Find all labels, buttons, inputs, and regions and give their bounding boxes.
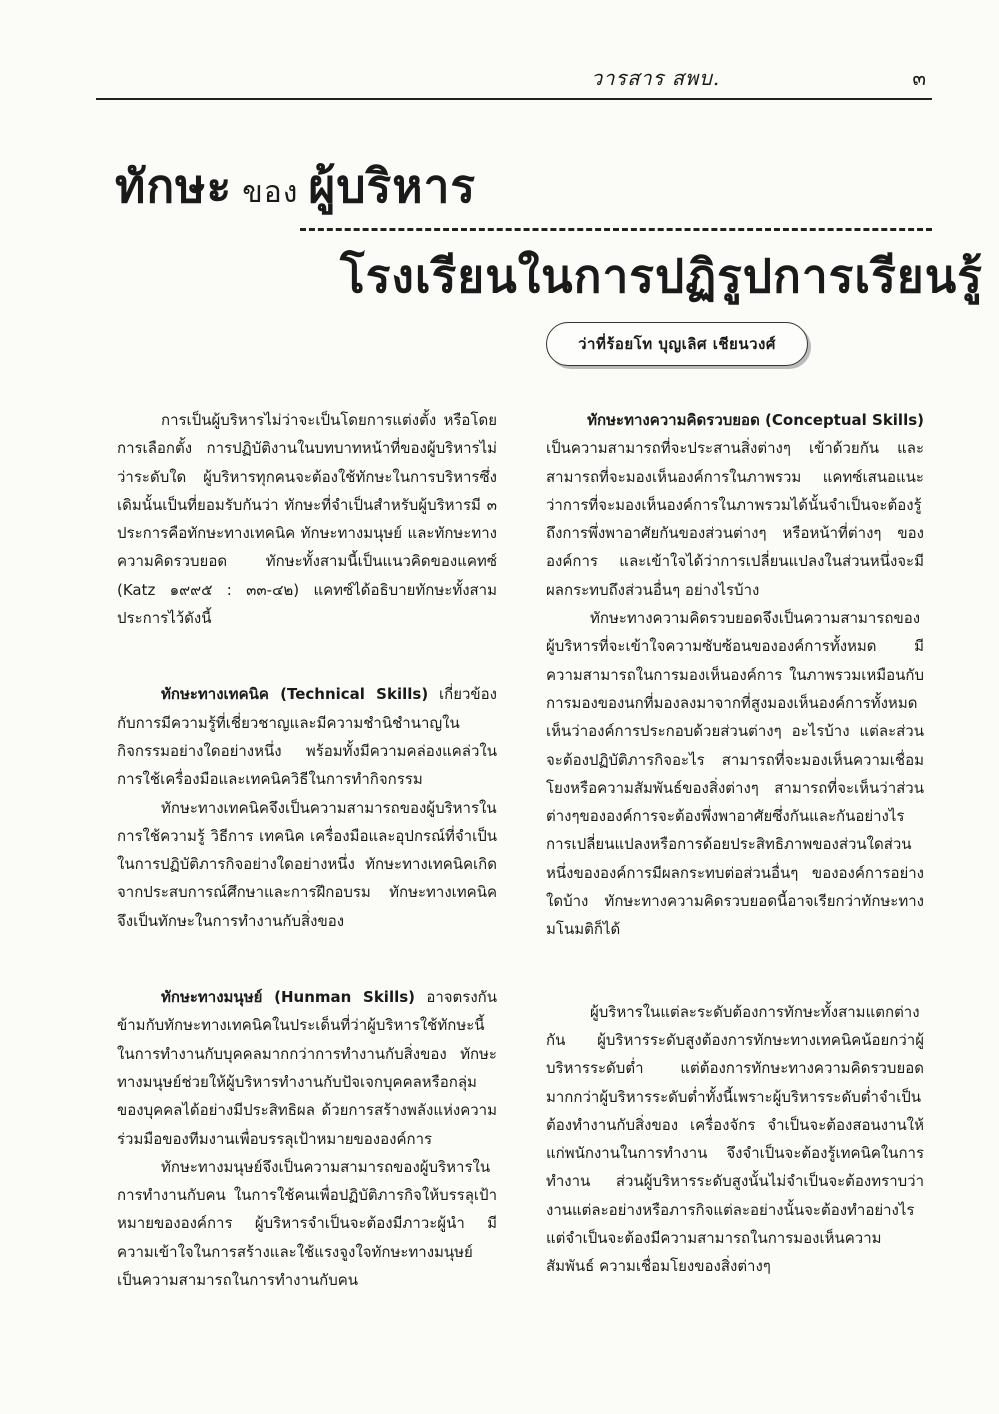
human-skills-paragraph xyxy=(117,983,497,1153)
page-number: ๓ xyxy=(912,66,926,90)
summary-paragraph: ผู้บริหารในแต่ละระดับต้องการทักษะทั้งสามแตกต่างกัน ผู้บริหารระดับสูงต้องการทักษะทางเทคนิคน้อยกว่าผู้บริหารระดับต่ำ แต่ต้องการทักษะทางความคิดรวบยอดมากกว่าผู้บริหารระดับต่ำทั้งนี้เพราะผู้บริหารระดับต่ำจำเป็นต้องทำงานกับสิ่งของ เครื่องจักร จำเป็นจะต้องสอนงานให้แก่พนักงานในการทำงาน จึงจำเป็นจะต้องรู้เทคนิคในการทำงาน ส่วนผู้บริหารระดับสูงนั้นไม่จำเป็นจะต้องทราบว่างานแต่ละอย่างหรือภารกิจแต่ละอย่างนั้นจะต้องทำอย่างไร แต่จำเป็นจะต้องมีความสามารถในการมองเห็นความสัมพันธ์ ความเชื่อมโยงของสิ่งต่างๆ xyxy=(546,1002,924,1276)
conceptual-skills-heading: ทักษะทางความคิดรวบยอด (Conceptual Skills) xyxy=(587,411,924,429)
technical-skills-text: เกี่ยวข้องกับการมีความรู้ที่เชี่ยวชาญและมีความชำนิชำนาญในกิจกรรมอย่างใดอย่างหนึ่ง พร้อมทั้งมีความคล่องแคล่วในการใช้เครื่องมือและเทคนิควิธีในการทำกิจกรรม xyxy=(117,685,497,789)
author-badge: ว่าที่ร้อยโท บุญเลิศ เชียนวงศ์ xyxy=(546,322,808,366)
page-header xyxy=(96,56,932,100)
title-word-administrator: ผู้บริหาร xyxy=(308,159,477,213)
human-skills-heading: ทักษะทางมนุษย์ (Hunman Skills) xyxy=(161,988,416,1007)
technical-skills-paragraph xyxy=(117,680,497,793)
conceptual-skills-paragraph-2: ทักษะทางความคิดรวบยอดจึงเป็นความสามารถของผู้บริหารที่จะเข้าใจความซับซ้อนขององค์การทั้งหมด มีความสามารถในการมองเห็นองค์การ ในภาพรวมเหมือนกับการมองของนกที่มองลงมาจากที่สูงมองเห็นองค์การทั้งหมด เห็นว่าองค์การประกอบด้วยส่วนต่างๆ อะไรบ้าง แต่ละส่วนจะต้องปฏิบัติภารกิจอะไร สามารถที่จะมองเห็นความเชื่อมโยงหรือความสัมพันธ์ของสิ่งต่างๆ สามารถที่จะเห็นว่าส่วนต่างๆขององค์การจะต้องพึ่งพาอาศัยซึ่งกันและกันอย่างไร การเปลี่ยนแปลงหรือการด้อยประสิทธิภาพของส่วนใดส่วนหนึ่งขององค์การมีผลกระทบต่อส่วนอื่นๆ ขององค์การอย่างใดบ้าง ทักษะทางความคิดรวบยอดนี้อาจเรียกว่าทักษะทางมโนมติก็ได้ xyxy=(546,609,924,939)
right-column xyxy=(546,406,924,1281)
technical-skills-heading: ทักษะทางเทคนิค (Technical Skills) xyxy=(161,685,429,704)
human-skills-paragraph-2: ทักษะทางมนุษย์จึงเป็นความสามารถของผู้บริหารในการทำงานกับคน ในการใช้คนเพื่อปฏิบัติภารกิจให้บรรลุเป้าหมายขององค์การ ผู้บริหารจำเป็นจะต้องมีภาวะผู้นำ มีความเข้าใจในการสร้างและใช้แรงจูงใจทักษะทางมนุษย์เป็นความสามารถในการทำงานกับคน xyxy=(117,1157,497,1290)
intro-paragraph: การเป็นผู้บริหารไม่ว่าจะเป็นโดยการแต่งตั้ง หรือโดยการเลือกตั้ง การปฏิบัติงานในบทบาทหน้าที่ของผู้บริหารไม่ว่าระดับใด ผู้บริหารทุกคนจะต้องใช้ทักษะในการบริหารซึ่งเดิมนั้นเป็นที่ยอมรับกันว่า ทักษะที่จำเป็นสำหรับผู้บริหารมี ๓ ประการคือทักษะทางเทคนิค ทักษะทางมนุษย์ และทักษะทางความคิดรวบยอด ทักษะทั้งสามนี้เป็นแนวคิดของแคทซ์ (Katz ๑๙๙๕ : ๓๓-๔๒) แคทซ์ได้อธิบายทักษะทั้งสามประการไว้ดังนี้ xyxy=(117,411,497,628)
article-title-line2: โรงเรียนในการปฏิรูปการเรียนรู้ xyxy=(340,249,983,303)
title-word-of: ของ xyxy=(242,175,299,210)
title-divider xyxy=(300,228,932,231)
article-title-line1 xyxy=(115,150,476,223)
journal-name: วารสาร สพบ. xyxy=(591,66,721,90)
conceptual-skills-paragraph: เป็นความสามารถที่จะประสานสิ่งต่างๆ เข้าด้วยกัน และสามารถที่จะมองเห็นองค์การในภาพรวม แคทซ์เสนอแนะว่าการที่จะมองเห็นองค์การในภาพรวมได้นั้นจำเป็นจะต้องรู้ถึงการพึ่งพาอาศัยกันของส่วนต่างๆ หรือหน้าที่ต่างๆ ขององค์การ และเข้าใจได้ว่าการเปลี่ยนแปลงในส่วนหนึ่งจะมีผลกระทบถึงส่วนอื่นๆ อย่างไรบ้าง xyxy=(546,439,924,599)
human-skills-text: อาจตรงกันข้ามกับทักษะทางเทคนิคในประเด็นที่ว่าผู้บริหารใช้ทักษะนี้ในการทำงานกับบุคคลมากกว่าการทำงานกับสิ่งของ ทักษะทางมนุษย์ช่วยให้ผู้บริหารทำงานกับปัจเจกบุคคลหรือกลุ่มของบุคคลได้อย่างมีประสิทธิผล ด้วยการสร้างพลังแห่งความร่วมมือของทีมงานเพื่อบรรลุเป้าหมายขององค์การ xyxy=(117,988,497,1148)
title-word-skills: ทักษะ xyxy=(115,159,233,213)
left-column xyxy=(117,406,497,1294)
technical-skills-paragraph-2: ทักษะทางเทคนิคจึงเป็นความสามารถของผู้บริหารในการใช้ความรู้ วิธีการ เทคนิค เครื่องมือและอุปกรณ์ที่จำเป็นในการปฏิบัติภารกิจอย่างใดอย่างหนึ่ง ทักษะทางเทคนิคเกิดจากประสบการณ์ศึกษาและการฝึกอบรม ทักษะทางเทคนิคจึงเป็นทักษะในการทำงานกับสิ่งของ xyxy=(117,798,497,930)
